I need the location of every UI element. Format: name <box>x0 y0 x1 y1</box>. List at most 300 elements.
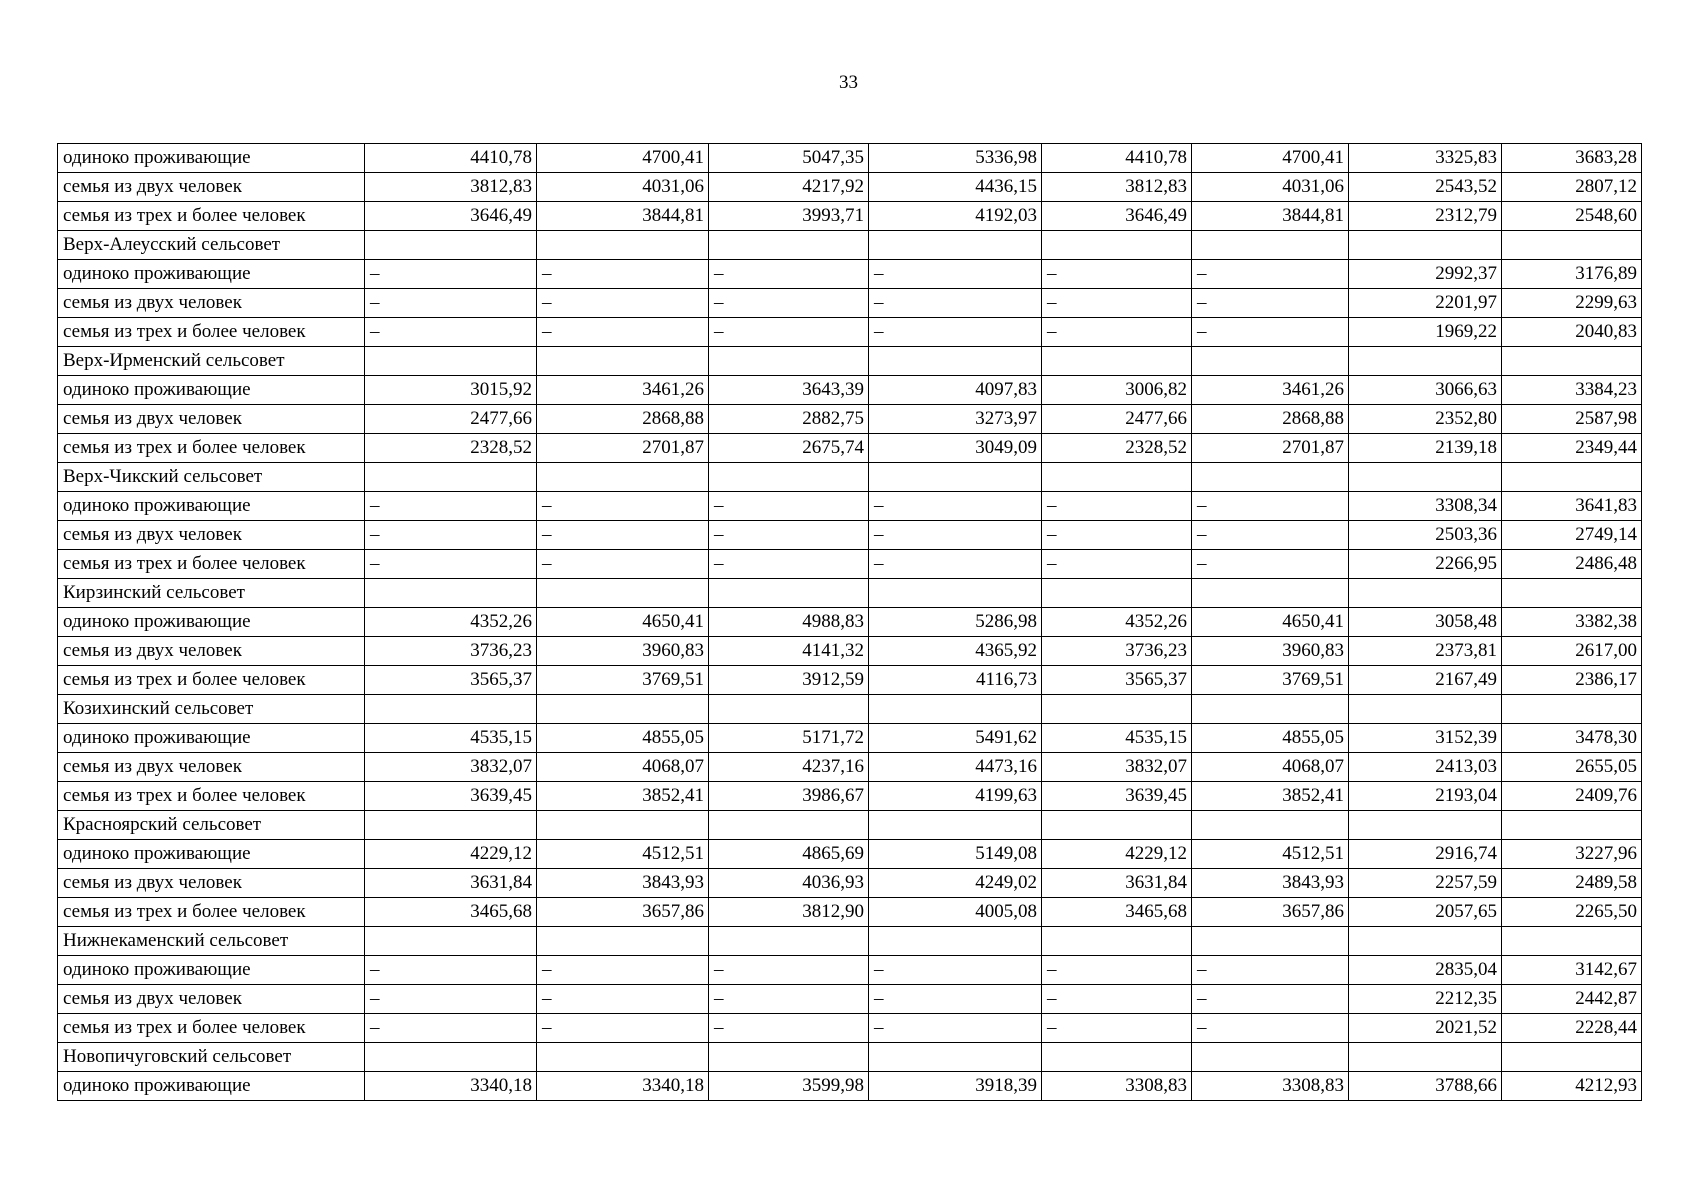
empty-cell <box>1042 347 1192 376</box>
table-cell: 4141,32 <box>709 637 869 666</box>
table-cell: – <box>1042 956 1192 985</box>
row-label: семья из двух человек <box>58 521 365 550</box>
empty-cell <box>537 579 709 608</box>
table-cell: 2265,50 <box>1502 898 1642 927</box>
table-cell: 3918,39 <box>869 1072 1042 1101</box>
table-cell: – <box>709 492 869 521</box>
table-cell: – <box>537 1014 709 1043</box>
table-cell: – <box>365 318 537 347</box>
section-title: Новопичуговский сельсовет <box>58 1043 365 1072</box>
empty-cell <box>709 347 869 376</box>
row-label: одиноко проживающие <box>58 144 365 173</box>
table-cell: 3176,89 <box>1502 260 1642 289</box>
empty-cell <box>869 695 1042 724</box>
empty-cell <box>869 463 1042 492</box>
row-label: одиноко проживающие <box>58 956 365 985</box>
table-cell: 3832,07 <box>365 753 537 782</box>
empty-cell <box>537 463 709 492</box>
table-cell: 3325,83 <box>1349 144 1502 173</box>
table-cell: 2040,83 <box>1502 318 1642 347</box>
empty-cell <box>1192 463 1349 492</box>
empty-cell <box>709 463 869 492</box>
table-cell: – <box>365 521 537 550</box>
empty-cell <box>365 811 537 840</box>
table-cell: 3227,96 <box>1502 840 1642 869</box>
row-label: семья из двух человек <box>58 405 365 434</box>
table-cell: 2749,14 <box>1502 521 1642 550</box>
table-cell: 3912,59 <box>709 666 869 695</box>
table-cell: 3599,98 <box>709 1072 869 1101</box>
table-cell: 3852,41 <box>537 782 709 811</box>
table-cell: 2477,66 <box>365 405 537 434</box>
row-label: семья из двух человек <box>58 985 365 1014</box>
table-cell: 3986,67 <box>709 782 869 811</box>
empty-cell <box>537 927 709 956</box>
table-cell: 2548,60 <box>1502 202 1642 231</box>
table-cell: – <box>1042 550 1192 579</box>
table-cell: 4116,73 <box>869 666 1042 695</box>
table-cell: 3565,37 <box>1042 666 1192 695</box>
row-label: семья из трех и более человек <box>58 898 365 927</box>
table-cell: 3683,28 <box>1502 144 1642 173</box>
table-cell: 3844,81 <box>537 202 709 231</box>
table-cell: 3852,41 <box>1192 782 1349 811</box>
table-cell: 2413,03 <box>1349 753 1502 782</box>
empty-cell <box>1502 1043 1642 1072</box>
table-row <box>58 434 1642 463</box>
table-row <box>58 405 1642 434</box>
table-cell: 4352,26 <box>1042 608 1192 637</box>
table-cell: 2882,75 <box>709 405 869 434</box>
table-body <box>58 144 1642 1101</box>
table-cell: – <box>365 289 537 318</box>
table-cell: 3465,68 <box>365 898 537 927</box>
table-cell: 3657,86 <box>1192 898 1349 927</box>
table-cell: – <box>537 260 709 289</box>
table-cell: – <box>869 492 1042 521</box>
table-cell: 3769,51 <box>1192 666 1349 695</box>
table-cell: – <box>365 260 537 289</box>
table-cell: – <box>365 1014 537 1043</box>
table-cell: 4199,63 <box>869 782 1042 811</box>
table-cell: 4237,16 <box>709 753 869 782</box>
table-cell: 4217,92 <box>709 173 869 202</box>
table-row <box>58 260 1642 289</box>
table-cell: – <box>709 289 869 318</box>
table-cell: 4855,05 <box>1192 724 1349 753</box>
empty-cell <box>1349 927 1502 956</box>
table-cell: – <box>709 550 869 579</box>
table-cell: 3960,83 <box>537 637 709 666</box>
table-cell: 3308,83 <box>1042 1072 1192 1101</box>
table-cell: 2228,44 <box>1502 1014 1642 1043</box>
empty-cell <box>1349 231 1502 260</box>
table-cell: 2543,52 <box>1349 173 1502 202</box>
table-cell: 4512,51 <box>1192 840 1349 869</box>
table-cell: 2257,59 <box>1349 869 1502 898</box>
empty-cell <box>869 579 1042 608</box>
empty-cell <box>869 347 1042 376</box>
empty-cell <box>537 811 709 840</box>
table-cell: – <box>1042 289 1192 318</box>
table-cell: – <box>1192 956 1349 985</box>
table-cell: 4855,05 <box>537 724 709 753</box>
table-cell: 3631,84 <box>1042 869 1192 898</box>
row-label: семья из трех и более человек <box>58 202 365 231</box>
table-cell: 3832,07 <box>1042 753 1192 782</box>
table-cell: 3844,81 <box>1192 202 1349 231</box>
table-cell: – <box>537 956 709 985</box>
table-cell: 5149,08 <box>869 840 1042 869</box>
table-cell: – <box>1192 318 1349 347</box>
row-label: семья из трех и более человек <box>58 1014 365 1043</box>
table-cell: 3066,63 <box>1349 376 1502 405</box>
table-cell: 2992,37 <box>1349 260 1502 289</box>
empty-cell <box>709 579 869 608</box>
empty-cell <box>365 347 537 376</box>
table-row <box>58 637 1642 666</box>
empty-cell <box>869 811 1042 840</box>
page-number: 33 <box>839 72 858 93</box>
table-cell: 3639,45 <box>1042 782 1192 811</box>
table-cell: – <box>709 956 869 985</box>
section-title: Верх-Чикский сельсовет <box>58 463 365 492</box>
table-cell: 3382,38 <box>1502 608 1642 637</box>
row-label: семья из двух человек <box>58 869 365 898</box>
section-title: Верх-Ирменский сельсовет <box>58 347 365 376</box>
table-cell: 4700,41 <box>1192 144 1349 173</box>
table-cell: – <box>1192 492 1349 521</box>
table-cell: 2675,74 <box>709 434 869 463</box>
empty-cell <box>709 1043 869 1072</box>
table-row <box>58 898 1642 927</box>
empty-cell <box>365 463 537 492</box>
table-cell: – <box>869 985 1042 1014</box>
section-title: Кирзинский сельсовет <box>58 579 365 608</box>
table-cell: – <box>1042 318 1192 347</box>
empty-cell <box>709 231 869 260</box>
table-cell: 5491,62 <box>869 724 1042 753</box>
empty-cell <box>869 927 1042 956</box>
table-cell: 4036,93 <box>709 869 869 898</box>
table-cell: – <box>365 550 537 579</box>
table-cell: 3049,09 <box>869 434 1042 463</box>
table-row <box>58 376 1642 405</box>
table-cell: 3461,26 <box>537 376 709 405</box>
table-cell: 2409,76 <box>1502 782 1642 811</box>
empty-cell <box>1502 695 1642 724</box>
table-cell: 2916,74 <box>1349 840 1502 869</box>
table-cell: – <box>709 521 869 550</box>
table-cell: 3273,97 <box>869 405 1042 434</box>
table-row <box>58 985 1642 1014</box>
table-cell: 3340,18 <box>365 1072 537 1101</box>
empty-cell <box>1192 927 1349 956</box>
table-cell: 2328,52 <box>1042 434 1192 463</box>
table-cell: – <box>709 1014 869 1043</box>
table-cell: – <box>365 492 537 521</box>
table-cell: 2266,95 <box>1349 550 1502 579</box>
row-label: семья из двух человек <box>58 173 365 202</box>
section-title: Красноярский сельсовет <box>58 811 365 840</box>
empty-cell <box>365 1043 537 1072</box>
table-cell: 2212,35 <box>1349 985 1502 1014</box>
table-cell: 4700,41 <box>537 144 709 173</box>
table-cell: – <box>869 289 1042 318</box>
table-cell: 3960,83 <box>1192 637 1349 666</box>
table-cell: 4512,51 <box>537 840 709 869</box>
section-header-row <box>58 463 1642 492</box>
section-title: Козихинский сельсовет <box>58 695 365 724</box>
table-cell: 3465,68 <box>1042 898 1192 927</box>
table-cell: – <box>1042 521 1192 550</box>
empty-cell <box>1349 695 1502 724</box>
table-cell: – <box>869 550 1042 579</box>
table-cell: 4352,26 <box>365 608 537 637</box>
table-cell: 2486,48 <box>1502 550 1642 579</box>
empty-cell <box>1042 811 1192 840</box>
table-cell: 3993,71 <box>709 202 869 231</box>
table-cell: 4005,08 <box>869 898 1042 927</box>
empty-cell <box>1042 579 1192 608</box>
table-cell: 4229,12 <box>365 840 537 869</box>
table-cell: 4212,93 <box>1502 1072 1642 1101</box>
table-cell: 3812,90 <box>709 898 869 927</box>
table-row <box>58 753 1642 782</box>
empty-cell <box>1502 811 1642 840</box>
table-cell: – <box>1192 260 1349 289</box>
table-cell: 3641,83 <box>1502 492 1642 521</box>
table-cell: 3308,83 <box>1192 1072 1349 1101</box>
table-cell: 3646,49 <box>365 202 537 231</box>
empty-cell <box>365 927 537 956</box>
empty-cell <box>1042 927 1192 956</box>
table-cell: 4535,15 <box>1042 724 1192 753</box>
table-cell: – <box>1042 1014 1192 1043</box>
table-cell: 1969,22 <box>1349 318 1502 347</box>
table-cell: 3812,83 <box>365 173 537 202</box>
table-cell: 2701,87 <box>1192 434 1349 463</box>
table-cell: 4365,92 <box>869 637 1042 666</box>
table-cell: 2193,04 <box>1349 782 1502 811</box>
table-cell: 2701,87 <box>537 434 709 463</box>
table-cell: 2167,49 <box>1349 666 1502 695</box>
row-label: одиноко проживающие <box>58 1072 365 1101</box>
table-cell: 3631,84 <box>365 869 537 898</box>
table-cell: 5286,98 <box>869 608 1042 637</box>
table-cell: – <box>1192 550 1349 579</box>
section-header-row <box>58 695 1642 724</box>
table-cell: – <box>709 260 869 289</box>
table-cell: 3340,18 <box>537 1072 709 1101</box>
table-cell: 2312,79 <box>1349 202 1502 231</box>
table-cell: 3006,82 <box>1042 376 1192 405</box>
row-label: семья из трех и более человек <box>58 318 365 347</box>
table-cell: – <box>1192 289 1349 318</box>
table-row <box>58 521 1642 550</box>
table-row <box>58 173 1642 202</box>
empty-cell <box>1502 347 1642 376</box>
empty-cell <box>1502 927 1642 956</box>
table-cell: 5336,98 <box>869 144 1042 173</box>
empty-cell <box>709 811 869 840</box>
empty-cell <box>709 695 869 724</box>
table-cell: 2655,05 <box>1502 753 1642 782</box>
empty-cell <box>365 231 537 260</box>
table-cell: 2868,88 <box>1192 405 1349 434</box>
table-cell: 2057,65 <box>1349 898 1502 927</box>
empty-cell <box>1192 695 1349 724</box>
table-cell: 3643,39 <box>709 376 869 405</box>
empty-cell <box>1192 1043 1349 1072</box>
empty-cell <box>869 1043 1042 1072</box>
section-header-row <box>58 1043 1642 1072</box>
table-cell: – <box>1192 985 1349 1014</box>
empty-cell <box>1502 231 1642 260</box>
table-cell: – <box>537 985 709 1014</box>
table-row <box>58 1072 1642 1101</box>
table-cell: 2442,87 <box>1502 985 1642 1014</box>
table-cell: 3142,67 <box>1502 956 1642 985</box>
empty-cell <box>1502 579 1642 608</box>
section-title: Нижнекаменский сельсовет <box>58 927 365 956</box>
table-row <box>58 956 1642 985</box>
table-cell: 3015,92 <box>365 376 537 405</box>
table-cell: 4436,15 <box>869 173 1042 202</box>
table-cell: 3639,45 <box>365 782 537 811</box>
table-cell: 4535,15 <box>365 724 537 753</box>
table-cell: 4865,69 <box>709 840 869 869</box>
table-cell: – <box>1042 492 1192 521</box>
row-label: одиноко проживающие <box>58 492 365 521</box>
table-cell: 2201,97 <box>1349 289 1502 318</box>
row-label: семья из трех и более человек <box>58 434 365 463</box>
row-label: одиноко проживающие <box>58 260 365 289</box>
empty-cell <box>537 231 709 260</box>
table-row <box>58 144 1642 173</box>
table-cell: 2835,04 <box>1349 956 1502 985</box>
table-cell: 3565,37 <box>365 666 537 695</box>
table-cell: 4031,06 <box>1192 173 1349 202</box>
table-cell: 2617,00 <box>1502 637 1642 666</box>
table-cell: 2868,88 <box>537 405 709 434</box>
row-label: семья из трех и более человек <box>58 550 365 579</box>
table-cell: 4068,07 <box>1192 753 1349 782</box>
table-cell: 2807,12 <box>1502 173 1642 202</box>
section-header-row <box>58 231 1642 260</box>
table-cell: – <box>869 1014 1042 1043</box>
table-row <box>58 318 1642 347</box>
table-cell: 2489,58 <box>1502 869 1642 898</box>
table-cell: – <box>869 318 1042 347</box>
table-cell: 3736,23 <box>365 637 537 666</box>
empty-cell <box>1042 695 1192 724</box>
empty-cell <box>1502 463 1642 492</box>
row-label: одиноко проживающие <box>58 724 365 753</box>
table-row <box>58 289 1642 318</box>
empty-cell <box>1042 231 1192 260</box>
table-cell: – <box>869 260 1042 289</box>
table-cell: 3843,93 <box>1192 869 1349 898</box>
empty-cell <box>365 579 537 608</box>
table-cell: 2386,17 <box>1502 666 1642 695</box>
table-row <box>58 202 1642 231</box>
table-cell: 4650,41 <box>1192 608 1349 637</box>
table-cell: 3646,49 <box>1042 202 1192 231</box>
table-cell: 4410,78 <box>1042 144 1192 173</box>
table-cell: 5047,35 <box>709 144 869 173</box>
table-cell: 2503,36 <box>1349 521 1502 550</box>
table-row <box>58 492 1642 521</box>
empty-cell <box>1192 231 1349 260</box>
empty-cell <box>709 927 869 956</box>
table-cell: 4031,06 <box>537 173 709 202</box>
table-cell: 3736,23 <box>1042 637 1192 666</box>
empty-cell <box>537 695 709 724</box>
table-cell: – <box>537 289 709 318</box>
table-cell: – <box>1192 1014 1349 1043</box>
table-cell: 4097,83 <box>869 376 1042 405</box>
empty-cell <box>1192 811 1349 840</box>
table-cell: – <box>869 956 1042 985</box>
table-cell: 2021,52 <box>1349 1014 1502 1043</box>
table-cell: 3461,26 <box>1192 376 1349 405</box>
table-cell: 3812,83 <box>1042 173 1192 202</box>
table-cell: 3058,48 <box>1349 608 1502 637</box>
table-cell: 2352,80 <box>1349 405 1502 434</box>
section-header-row <box>58 927 1642 956</box>
table-cell: – <box>537 492 709 521</box>
empty-cell <box>869 231 1042 260</box>
row-label: семья из двух человек <box>58 753 365 782</box>
table-cell: – <box>869 521 1042 550</box>
table-cell: 3843,93 <box>537 869 709 898</box>
table-cell: 2299,63 <box>1502 289 1642 318</box>
table-cell: – <box>1042 985 1192 1014</box>
table-cell: 2373,81 <box>1349 637 1502 666</box>
table-cell: 2139,18 <box>1349 434 1502 463</box>
row-label: одиноко проживающие <box>58 376 365 405</box>
table-cell: 3657,86 <box>537 898 709 927</box>
table-cell: 3308,34 <box>1349 492 1502 521</box>
section-title: Верх-Алеусский сельсовет <box>58 231 365 260</box>
table-row <box>58 724 1642 753</box>
table-cell: 4650,41 <box>537 608 709 637</box>
row-label: одиноко проживающие <box>58 840 365 869</box>
table-row <box>58 666 1642 695</box>
empty-cell <box>1349 463 1502 492</box>
empty-cell <box>1349 347 1502 376</box>
table-cell: – <box>709 985 869 1014</box>
table-cell: 3788,66 <box>1349 1072 1502 1101</box>
table-cell: – <box>709 318 869 347</box>
table-row <box>58 1014 1642 1043</box>
empty-cell <box>1349 1043 1502 1072</box>
row-label: семья из двух человек <box>58 289 365 318</box>
empty-cell <box>537 347 709 376</box>
table-cell: 2349,44 <box>1502 434 1642 463</box>
table-cell: 2328,52 <box>365 434 537 463</box>
empty-cell <box>1042 1043 1192 1072</box>
section-header-row <box>58 579 1642 608</box>
table-cell: – <box>365 956 537 985</box>
table-cell: 4410,78 <box>365 144 537 173</box>
table-cell: – <box>537 550 709 579</box>
table-row <box>58 869 1642 898</box>
table-cell: 3384,23 <box>1502 376 1642 405</box>
table-cell: 2587,98 <box>1502 405 1642 434</box>
row-label: одиноко проживающие <box>58 608 365 637</box>
